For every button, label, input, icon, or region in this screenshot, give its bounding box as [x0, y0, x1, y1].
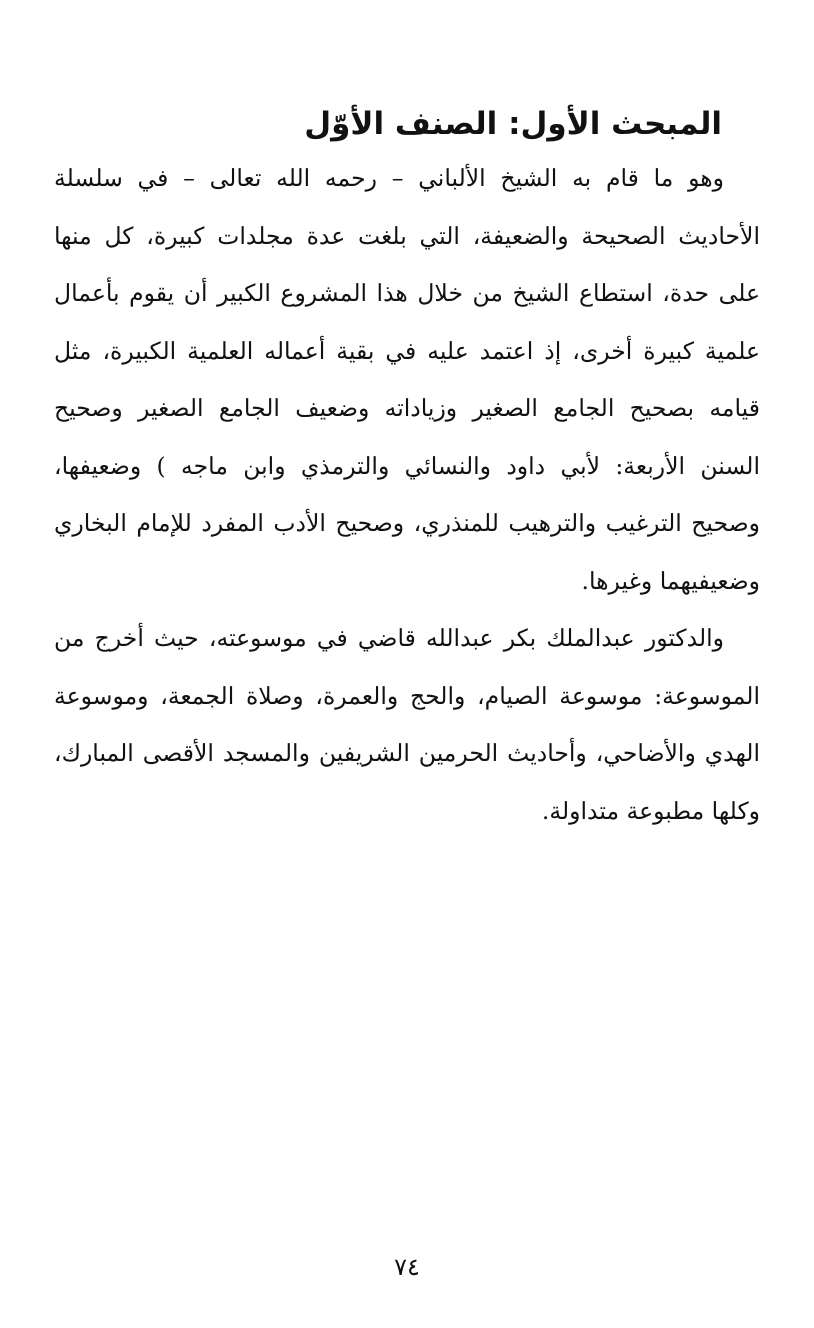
section-heading: المبحث الأول: الصنف الأوّل	[304, 106, 722, 142]
paragraph: والدكتور عبدالملك بكر عبدالله قاضي في موسوعته، حيث أخرج من الموسوعة: موسوعة الصيام، والحج والعمرة، وصلاة الجمعة، وموسوعة الهدي والأضاحي، وأحاديث الحرمين الشريفين والمسجد الأقصى المبارك، وكلها مطبوعة متداولة.	[54, 624, 760, 825]
page-number: ٧٤	[394, 1253, 420, 1281]
paragraph: وهو ما قام به الشيخ الألباني – رحمه الله تعالى – في سلسلة الأحاديث الصحيحة والضعيفة، التي بلغت عدة مجلدات كبيرة، كل منها على حدة، استطاع الشيخ من خلال هذا المشروع الكبير أن يقوم بأعمال علمية كبيرة أخرى، إذ اعتمد عليه في بقية أعماله العلمية الكبيرة، مثل قيامه بصحيح الجامع الصغير وزياداته وضعيف الجامع الصغير وصحيح السنن الأربعة: لأبي داود والنسائي والترمذي وابن ماجه ) وضعيفها، وصحيح الترغيب والترهيب للمنذري، وصحيح الأدب المفرد للإمام البخاري وضعيفيهما وغيرها.	[54, 164, 760, 595]
body-text	[54, 150, 760, 840]
